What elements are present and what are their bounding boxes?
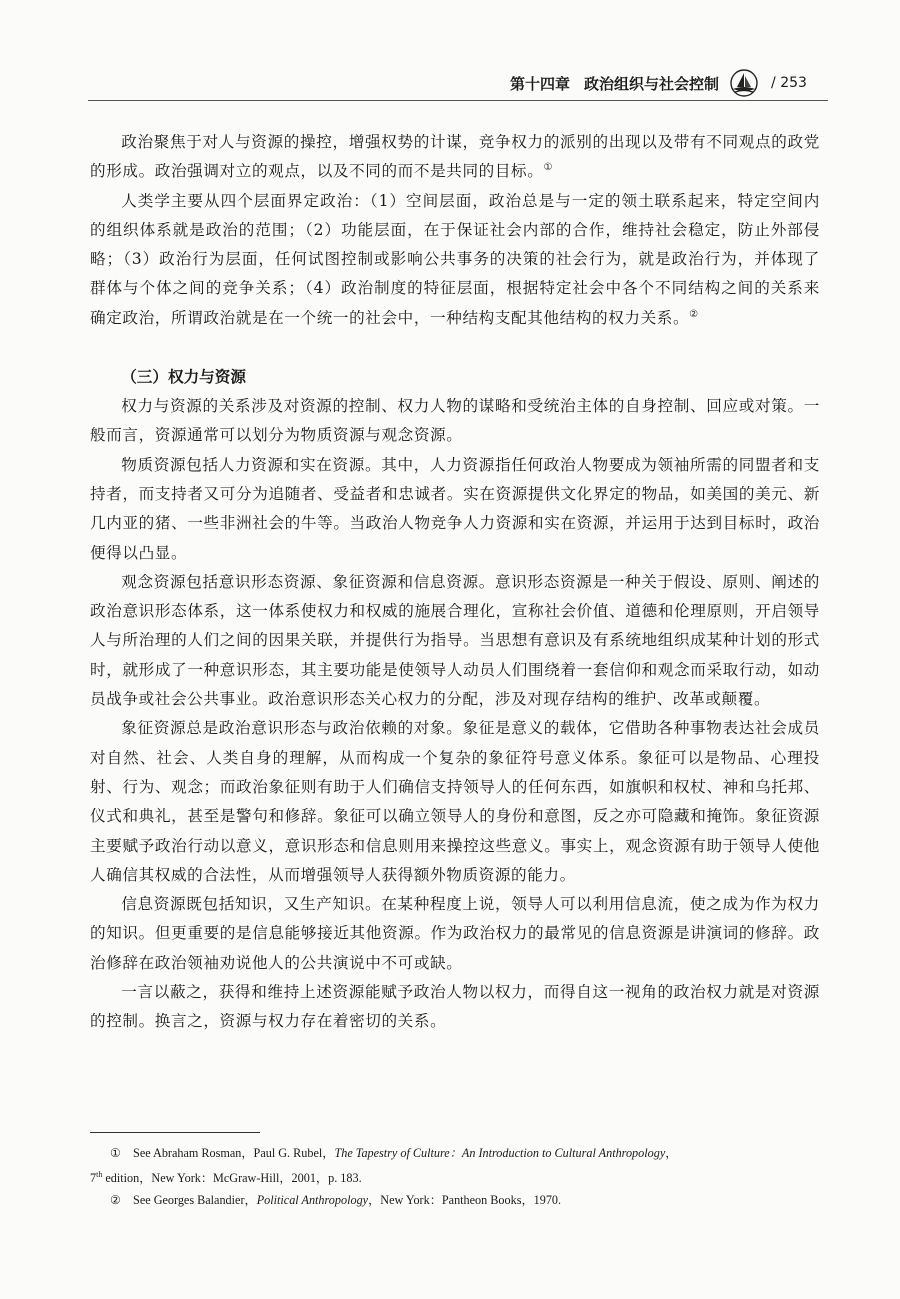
chapter-number: 第十四章 (510, 74, 571, 93)
footnotes (90, 1142, 830, 1211)
footnote-ref-2: ② (689, 308, 699, 320)
chapter-title: 政治组织与社会控制 (584, 74, 720, 93)
footnote-1: ① See Abraham Rosman，Paul G. Rubel，The Tapestry of Culture：An Introduction to Cultural Anthropology， 7th edition，New York：McGraw-Hill，2001，p. 183. (90, 1142, 830, 1189)
cited-title: Political Anthropology (256, 1193, 369, 1208)
paragraph-3: 权力与资源的关系涉及对资源的控制、权力人物的谋略和受统治主体的自身控制、回应或对策。一般而言，资源通常可以划分为物质资源与观念资源。 (90, 397, 820, 445)
footnote-ref-1: ① (543, 162, 554, 174)
page-number: / 253 (771, 75, 807, 91)
main-text (90, 128, 820, 1037)
running-header (500, 68, 840, 98)
paragraph-1: 政治聚焦于对人与资源的操控，增强权势的计谋，竞争权力的派别的出现以及带有不同观点的政党的形成。政治强调对立的观点，以及不同的而不是共同的目标。① (90, 133, 820, 181)
header-divider (88, 100, 828, 101)
footnote-mark: ① (110, 1146, 121, 1160)
paragraph-7: 信息资源既包括知识，又生产知识。在某种程度上说，领导人可以利用信息流，使之成为作为权力的知识。但更重要的是信息能够接近其他资源。作为政治权力的最常见的信息资源是讲演词的修辞。政治修辞在政治领袖劝说他人的公共演说中不可或缺。 (90, 895, 820, 972)
paragraph-4: 物质资源包括人力资源和实在资源。其中，人力资源指任何政治人物要成为领袖所需的同盟者和支持者，而支持者又可分为追随者、受益者和忠诚者。实在资源提供文化界定的物品，如美国的美元、新几内亚的猪、一些非洲社会的牛等。当政治人物竞争人力资源和实在资源，并运用于达到目标时，政治便得以凸显。 (90, 455, 820, 562)
paragraph-2: 人类学主要从四个层面界定政治：（1）空间层面，政治总是与一定的领土联系起来，特定空间内的组织体系就是政治的范围；（2）功能层面，在于保证社会内部的合作，维持社会稳定，防止外部侵略；（3）政治行为层面，任何试图控制或影响公共事务的决策的社会行为，就是政治行为，并体现了群体与个体之间的竞争关系；（4）政治制度的特征层面，根据特定社会中各个不同结构之间的关系来确定政治，所谓政治就是在一个统一的社会中，一种结构支配其他结构的权力关系。② (90, 191, 820, 327)
cited-title: The Tapestry of Culture：An Introduction to Cultural Anthropology (334, 1146, 666, 1160)
footnote-mark: ② (110, 1193, 121, 1208)
paragraph-6: 象征资源总是政治意识形态与政治依赖的对象。象征是意义的载体，它借助各种事物表达社会成员对自然、社会、人类自身的理解，从而构成一个复杂的象征符号意义体系。象征可以是物品、心理投射、行为、观念；而政治象征则有助于人们确信支持领导人的任何东西，如旗帜和权杖、神和乌托邦、仪式和典礼，甚至是警句和修辞。象征可以确立领导人的身份和意图，反之亦可隐藏和掩饰。象征资源主要赋予政治行动以意义，意识形态和信息则用来操控这些意义。事实上，观念资源有助于领导人使他人确信其权威的合法性，从而增强领导人获得额外物质资源的能力。 (90, 719, 820, 884)
paragraph-8: 一言以蔽之，获得和维持上述资源能赋予政治人物以权力，而得自这一视角的政治权力就是对资源的控制。换言之，资源与权力存在着密切的关系。 (90, 983, 820, 1031)
footnote-divider (90, 1132, 260, 1133)
book-sailboat-emblem-icon (729, 68, 759, 98)
paragraph-5: 观念资源包括意识形态资源、象征资源和信息资源。意识形态资源是一种关于假设、原则、阐述的政治意识形态体系，这一体系使权力和权威的施展合理化，宣称社会价值、道德和伦理原则，开启领导人与所治理的人们之间的因果关联，并提供行为指导。当思想有意识及有系统地组织成某种计划的形式时，就形成了一种意识形态，其主要功能是使领导人动员人们围绕着一套信仰和观念而采取行动，如动员战争或社会公共事业。政治意识形态关心权力的分配，涉及对现存结构的维护、改革或颠覆。 (90, 572, 820, 709)
section-heading: （三）权力与资源 (121, 368, 246, 387)
footnote-2: ② See Georges Balandier，Political Anthropology，New York：Pantheon Books，1970. (90, 1189, 830, 1211)
